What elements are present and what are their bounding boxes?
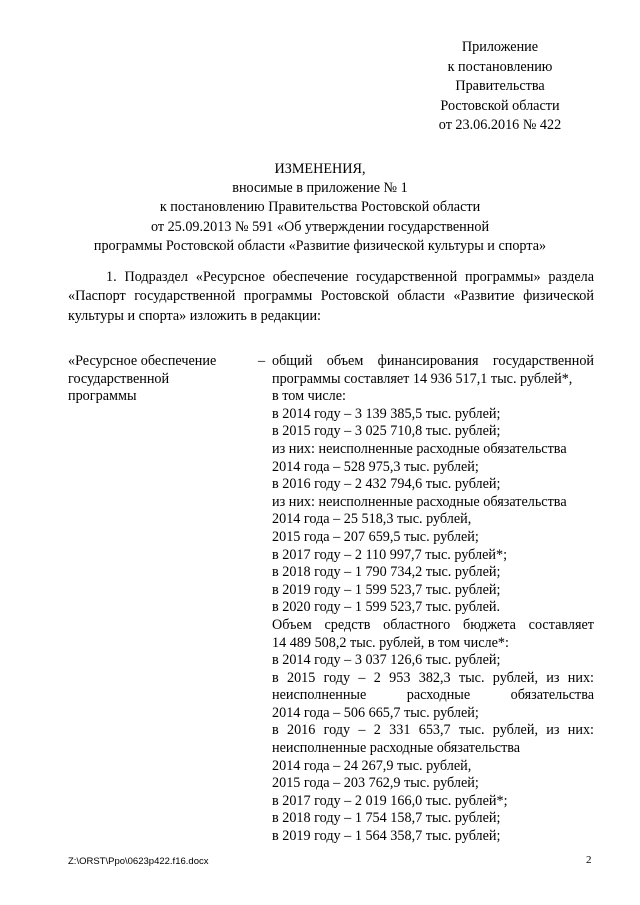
resource-line: 14 489 508,2 тыс. рублей, в том числе*: <box>272 634 509 651</box>
title-line: вносимые в приложение № 1 <box>232 180 408 197</box>
appendix-line: Ростовской области <box>440 97 560 114</box>
footer-file-path: Z:\ORST\Ppo\0623p422.f16.docx <box>68 856 209 867</box>
appendix-block <box>400 38 600 136</box>
appendix-line: Правительства <box>455 78 545 95</box>
resource-line: неисполненные расходные обязательства <box>272 687 594 704</box>
resource-label <box>68 353 258 406</box>
resource-line: 2014 года – 506 665,7 тыс. рублей; <box>272 704 479 721</box>
resource-line: в 2017 году – 2 019 166,0 тыс. рублей*; <box>272 792 508 809</box>
resource-line: в 2019 году – 1 564 358,7 тыс. рублей; <box>272 828 501 845</box>
resource-line: из них: неисполненные расходные обязательства <box>272 493 567 510</box>
resource-line: 2014 года – 25 518,3 тыс. рублей, <box>272 511 472 528</box>
resource-line: в 2015 году – 2 953 382,3 тыс. рублей, из них: <box>272 669 594 686</box>
resource-details <box>272 353 594 846</box>
resource-line: 2015 года – 203 762,9 тыс. рублей; <box>272 775 479 792</box>
title-line: от 25.09.2013 № 591 «Об утверждении государственной <box>150 218 490 235</box>
resource-line: в 2018 году – 1 754 158,7 тыс. рублей; <box>272 810 501 827</box>
resource-line: в 2016 году – 2 331 653,7 тыс. рублей, из них: <box>272 722 594 739</box>
appendix-line: от 23.06.2016 № 422 <box>438 117 562 134</box>
resource-line: в 2014 году – 3 139 385,5 тыс. рублей; <box>272 405 501 422</box>
title-heading: ИЗМЕНЕНИЯ, <box>274 161 366 177</box>
resource-line: в 2020 году – 1 599 523,7 тыс. рублей. <box>272 599 501 616</box>
resource-line: 2014 года – 24 267,9 тыс. рублей, <box>272 757 472 774</box>
paragraph-1-text: 1. Подраздел «Ресурсное обеспечение государственной программы» раздела «Паспорт государственной программы Ростовской области «Развитие физической культуры и спорта» изложить в редакции: <box>68 269 594 324</box>
paragraph-1 <box>68 268 594 326</box>
resource-label-line: программы <box>68 388 137 405</box>
resource-line: в 2015 году – 3 025 710,8 тыс. рублей; <box>272 423 501 440</box>
resource-line: Объем средств областного бюджета составляет <box>272 616 594 633</box>
resource-line: 2014 года – 528 975,3 тыс. рублей; <box>272 458 479 475</box>
resource-line: в том числе: <box>272 388 346 405</box>
resource-line: 2015 года – 207 659,5 тыс. рублей; <box>272 528 479 545</box>
appendix-line: Приложение <box>461 39 539 55</box>
separator-dash: – <box>258 353 266 369</box>
resource-line: неисполненные расходные обязательства <box>272 740 521 757</box>
appendix-line: к постановлению <box>447 58 553 75</box>
resource-line: в 2018 году – 1 790 734,2 тыс. рублей; <box>272 564 501 581</box>
title-line: к постановлению Правительства Ростовской области <box>159 199 481 216</box>
resource-line: программы составляет 14 936 517,1 тыс. рублей*, <box>272 370 573 387</box>
resource-line: в 2017 году – 2 110 997,7 тыс. рублей*; <box>272 546 508 563</box>
resource-line: в 2016 году – 2 432 794,6 тыс. рублей; <box>272 476 501 493</box>
resource-label-line: «Ресурсное обеспечение <box>68 353 217 369</box>
page-number: 2 <box>586 854 592 866</box>
resource-label-line: государственной <box>68 370 170 387</box>
document-title <box>60 160 580 256</box>
resource-line: из них: неисполненные расходные обязательства <box>272 440 567 457</box>
title-line: программы Ростовской области «Развитие физической культуры и спорта» <box>93 237 547 254</box>
resource-line: общий объем финансирования государственной <box>272 353 594 369</box>
resource-line: в 2014 году – 3 037 126,6 тыс. рублей; <box>272 652 501 669</box>
resource-line: в 2019 году – 1 599 523,7 тыс. рублей; <box>272 581 501 598</box>
